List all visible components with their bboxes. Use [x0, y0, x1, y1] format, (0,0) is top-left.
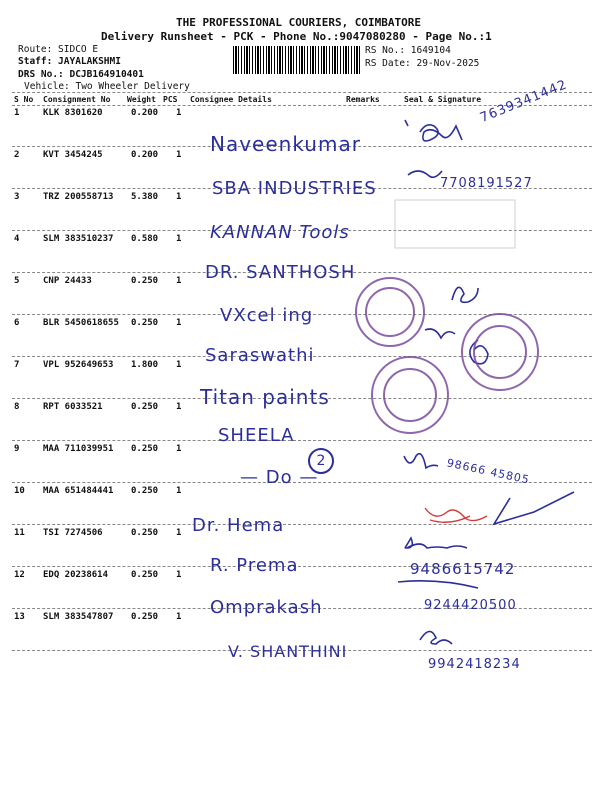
row-weight: 1.800 — [131, 360, 159, 370]
row-weight: 0.250 — [131, 402, 159, 412]
row-weight: 0.250 — [131, 486, 159, 496]
row-weight: 0.200 — [131, 150, 159, 160]
col-pcs: PCS — [163, 95, 178, 104]
handwritten-name: Dr. Hema — [192, 515, 285, 536]
handwritten-name: R. Prema — [210, 555, 299, 576]
header-divider-top — [12, 92, 592, 93]
runsheet-title: Delivery Runsheet - PCK - Phone No.:9047080280 - Page No.:1 — [101, 30, 492, 43]
row-sno: 3 — [14, 192, 20, 202]
row-pcs: 1 — [176, 528, 182, 538]
col-weight: Weight — [127, 95, 156, 104]
handwritten-name: KANNAN Tools — [210, 222, 350, 243]
row-weight: 0.250 — [131, 444, 159, 454]
handwritten-ditto: — Do — — [240, 467, 319, 488]
row-pcs: 1 — [176, 612, 182, 622]
row-weight: 0.250 — [131, 570, 159, 580]
row-weight: 0.250 — [131, 612, 159, 622]
col-remarks: Remarks — [346, 95, 380, 104]
row-weight: 0.250 — [131, 318, 159, 328]
col-seal-signature: Seal & Signature — [404, 95, 482, 104]
row-consignment-no: RPT 6033521 — [43, 402, 103, 412]
row-consignment-no: KLK 8301620 — [43, 108, 103, 118]
handwritten-name: Titan paints — [200, 385, 330, 409]
row-pcs: 1 — [176, 444, 182, 454]
row-sno: 9 — [14, 444, 20, 454]
col-consignment: Consignment No — [43, 95, 111, 104]
row-consignment-no: TSI 7274506 — [43, 528, 103, 538]
rs-number: RS No.: 1649104 — [365, 45, 451, 56]
handwritten-phone: 7639341442 — [478, 77, 570, 126]
handwritten-name: VXcel ing — [220, 305, 314, 326]
row-pcs: 1 — [176, 150, 182, 160]
handwritten-phone: 9942418234 — [428, 657, 521, 672]
row-sno: 1 — [14, 108, 20, 118]
col-consignee: Consignee Details — [190, 95, 272, 104]
row-pcs: 1 — [176, 486, 182, 496]
handwritten-circle-mark: 2 — [308, 448, 334, 474]
row-consignment-no: BLR 5450618655 — [43, 318, 119, 328]
row-weight: 0.200 — [131, 108, 159, 118]
row-sno: 5 — [14, 276, 20, 286]
row-sno: 8 — [14, 402, 20, 412]
handwritten-name: V. SHANTHINI — [228, 642, 348, 661]
handwritten-phone: 9244420500 — [424, 598, 517, 613]
row-consignment-no: CNP 24433 — [43, 276, 92, 286]
row-weight: 0.580 — [131, 234, 159, 244]
row-sno: 4 — [14, 234, 20, 244]
rs-date: RS Date: 29-Nov-2025 — [365, 58, 480, 69]
row-consignment-no: SLM 383510237 — [43, 234, 114, 244]
row-consignment-no: MAA 711039951 — [43, 444, 114, 454]
row-pcs: 1 — [176, 402, 182, 412]
company-name: THE PROFESSIONAL COURIERS, COIMBATORE — [176, 16, 422, 29]
row-consignment-no: VPL 952649653 — [43, 360, 114, 370]
row-divider — [12, 440, 592, 441]
row-consignment-no: MAA 651484441 — [43, 486, 114, 496]
row-sno: 10 — [14, 486, 25, 496]
row-weight: 0.250 — [131, 528, 159, 538]
handwritten-name: Saraswathi — [205, 345, 315, 366]
row-pcs: 1 — [176, 276, 182, 286]
row-divider — [12, 524, 592, 525]
staff-label: Staff: JAYALAKSHMI — [18, 56, 121, 67]
row-sno: 6 — [14, 318, 20, 328]
handwritten-phone: 7708191527 — [440, 176, 533, 191]
row-pcs: 1 — [176, 360, 182, 370]
row-sno: 12 — [14, 570, 25, 580]
vehicle-label: Vehicle: Two Wheeler Delivery — [24, 81, 190, 92]
row-pcs: 1 — [176, 570, 182, 580]
row-consignment-no: KVT 3454245 — [43, 150, 103, 160]
row-weight: 0.250 — [131, 276, 159, 286]
row-sno: 7 — [14, 360, 20, 370]
row-sno: 11 — [14, 528, 25, 538]
barcode — [233, 46, 361, 74]
handwritten-phone: 9486615742 — [410, 560, 516, 578]
drs-number: DRS No.: DCJB164910401 — [18, 69, 144, 80]
row-pcs: 1 — [176, 192, 182, 202]
route-label: Route: SIDCO E — [18, 44, 99, 55]
handwritten-phone: 98666 45805 — [445, 456, 531, 487]
col-sno: S No — [14, 95, 34, 104]
row-weight: 5.380 — [131, 192, 159, 202]
handwritten-name: SHEELA — [218, 425, 295, 446]
handwritten-name: Naveenkumar — [210, 132, 361, 156]
row-consignment-no: TRZ 200558713 — [43, 192, 114, 202]
row-consignment-no: SLM 383547807 — [43, 612, 114, 622]
row-pcs: 1 — [176, 108, 182, 118]
row-consignment-no: EDQ 20238614 — [43, 570, 109, 580]
row-pcs: 1 — [176, 318, 182, 328]
handwritten-name: DR. SANTHOSH — [205, 262, 356, 283]
row-sno: 13 — [14, 612, 25, 622]
handwritten-name: Omprakash — [210, 597, 323, 618]
row-pcs: 1 — [176, 234, 182, 244]
row-sno: 2 — [14, 150, 20, 160]
handwritten-name: SBA INDUSTRIES — [212, 178, 377, 199]
